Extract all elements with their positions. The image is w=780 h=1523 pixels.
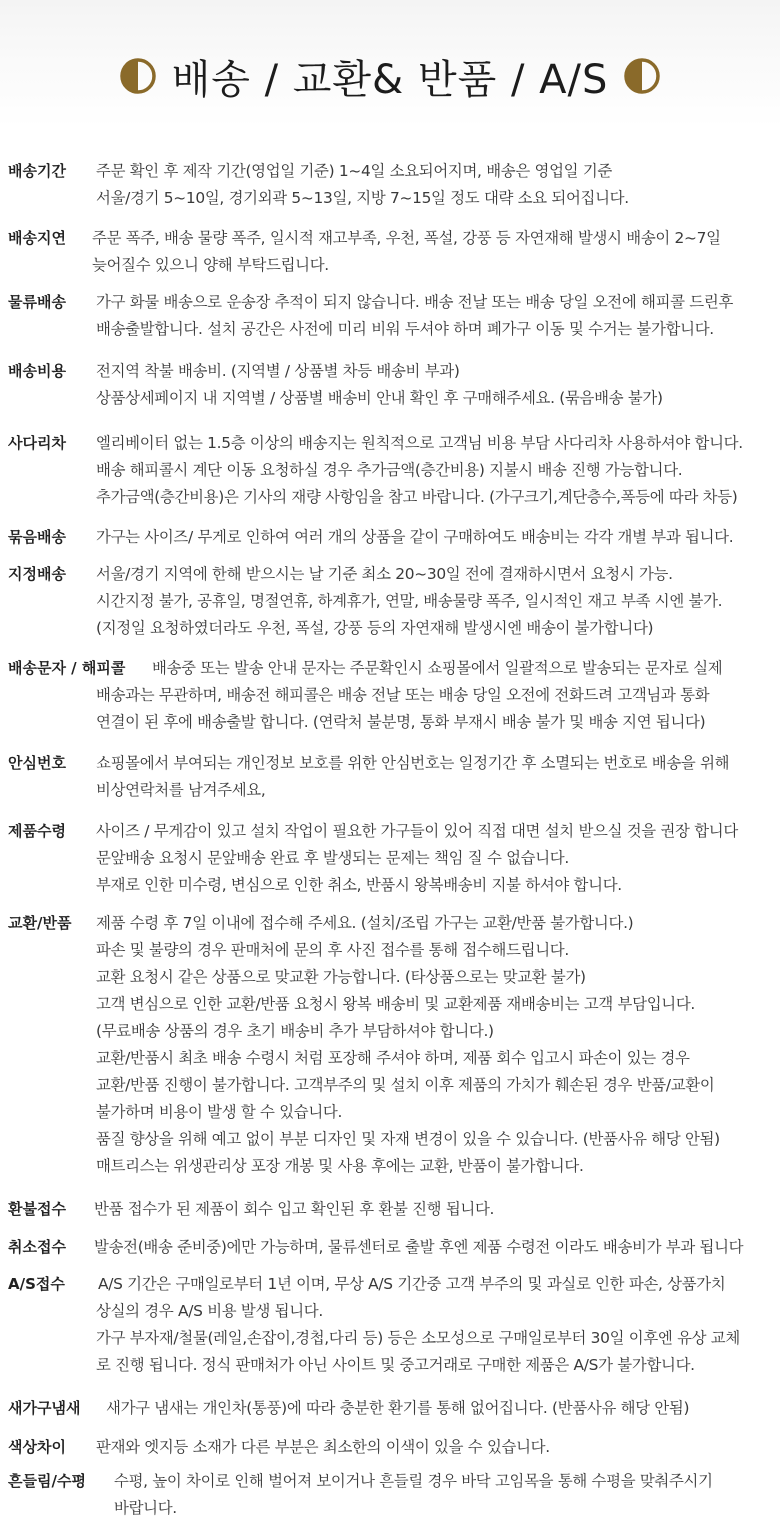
section-line: 서울/경기 5~10일, 경기외곽 5~13일, 지방 7~15일 정도 대략 소요 되어집니다. bbox=[96, 189, 629, 207]
section-line: 상품상세페이지 내 지역별 / 상품별 배송비 안내 확인 후 구매해주세요. (묶음배송 불가) bbox=[96, 389, 663, 407]
section-line: 파손 및 불량의 경우 판매처에 문의 후 사진 접수를 통해 접수해드립니다. bbox=[96, 941, 569, 959]
section-line: 가구 화물 배송으로 운송장 추적이 되지 않습니다. 배송 전날 또는 배송 당일 오전에 해피콜 드린후 bbox=[96, 293, 734, 311]
section-line: 엘리베이터 없는 1.5층 이상의 배송지는 원칙적으로 고객님 비용 부담 사다리차 사용하셔야 합니다. bbox=[96, 434, 743, 452]
section-label: 새가구냄새 bbox=[8, 1399, 81, 1417]
section-line: 바랍니다. bbox=[114, 1499, 177, 1517]
section-label: 사다리차 bbox=[8, 434, 66, 452]
section-line: 쇼핑몰에서 부여되는 개인정보 보호를 위한 안심번호는 일정기간 후 소멸되는 번호로 배송을 위해 bbox=[96, 754, 730, 772]
section-line: 늦어질수 있으니 양해 부탁드립니다. bbox=[92, 256, 329, 274]
section-line: 추가금액(층간비용)은 기사의 재량 사항임을 참고 바랍니다. (가구크기,계단층수,폭등에 따라 차등) bbox=[96, 488, 738, 506]
section-label: 안심번호 bbox=[8, 754, 66, 772]
section-line: 부재로 인한 미수령, 변심으로 인한 취소, 반품시 왕복배송비 지불 하셔야 합니다. bbox=[96, 876, 622, 894]
section-line: 시간지정 불가, 공휴일, 명절연휴, 하계휴가, 연말, 배송물량 폭주, 일시적인 재고 부족 시엔 불가. bbox=[96, 592, 723, 610]
section-label: 제품수령 bbox=[8, 822, 66, 840]
section-line: 고객 변심으로 인한 교환/반품 요청시 왕복 배송비 및 교환제품 재배송비는 고객 부담입니다. bbox=[96, 995, 695, 1013]
section-label: 배송기간 bbox=[8, 162, 66, 180]
page-header bbox=[0, 44, 780, 108]
section-line: 문앞배송 요청시 문앞배송 완료 후 발생되는 문제는 책임 질 수 없습니다. bbox=[96, 849, 569, 867]
section-label: 흔들림/수평 bbox=[8, 1472, 86, 1490]
section-line: 품질 향상을 위해 예고 없이 부분 디자인 및 자재 변경이 있을 수 있습니다. (반품사유 해당 안됨) bbox=[96, 1130, 720, 1148]
section-line: 반품 접수가 된 제품이 회수 입고 확인된 후 환불 진행 됩니다. bbox=[94, 1200, 495, 1218]
section-line: 배송출발합니다. 설치 공간은 사전에 미리 비워 두셔야 하며 폐가구 이동 및 수거는 불가합니다. bbox=[96, 320, 714, 338]
section-line: 수평, 높이 차이로 인해 벌어져 보이거나 흔들릴 경우 바닥 고임목을 통해 수평을 맞춰주시기 bbox=[114, 1472, 713, 1490]
half-moon-icon bbox=[120, 58, 156, 94]
section-line: 배송중 또는 발송 안내 문자는 주문확인시 쇼핑몰에서 일괄적으로 발송되는 문자로 실제 bbox=[152, 659, 723, 677]
section-label: 배송지연 bbox=[8, 229, 66, 247]
section-line: 서울/경기 지역에 한해 받으시는 날 기준 최소 20~30일 전에 결재하시면서 요청시 가능. bbox=[96, 565, 673, 583]
section-line: 비상연락처를 남겨주세요, bbox=[96, 781, 266, 799]
page-title: 배송 / 교환& 반품 / A/S bbox=[171, 56, 609, 103]
section-line: 매트리스는 위생관리상 포장 개봉 및 사용 후에는 교환, 반품이 불가합니다. bbox=[96, 1157, 584, 1175]
section-line: (무료배송 상품의 경우 초기 배송비 추가 부담하셔야 합니다.) bbox=[96, 1022, 494, 1040]
section-label: 지정배송 bbox=[8, 565, 66, 583]
section-line: 배송 해피콜시 계단 이동 요청하실 경우 추가금액(층간비용) 지불시 배송 진행 가능합니다. bbox=[96, 461, 683, 479]
section-label: 취소접수 bbox=[8, 1238, 66, 1256]
section-label: 배송문자 / 해피콜 bbox=[8, 659, 126, 677]
section-label: 환불접수 bbox=[8, 1200, 66, 1218]
section-line: A/S 기간은 구매일로부터 1년 이며, 무상 A/S 기간중 고객 부주의 및 과실로 인한 파손, 상품가치 bbox=[98, 1275, 726, 1293]
section-line: 교환 요청시 같은 상품으로 맞교환 가능합니다. (타상품으로는 맞교환 불가) bbox=[96, 968, 586, 986]
section-label: 물류배송 bbox=[8, 293, 66, 311]
section-label: 배송비용 bbox=[8, 362, 66, 380]
section-line: 제품 수령 후 7일 이내에 접수해 주세요. (설치/조립 가구는 교환/반품 불가합니다.) bbox=[96, 914, 634, 932]
section-line: 사이즈 / 무게감이 있고 설치 작업이 필요한 가구들이 있어 직접 대면 설치 받으실 것을 권장 합니다 bbox=[96, 822, 738, 840]
section-line: (지정일 요청하였더라도 우천, 폭설, 강풍 등의 자연재해 발생시엔 배송이 불가합니다) bbox=[96, 619, 654, 637]
section-label: 색상차이 bbox=[8, 1438, 66, 1456]
section-label: 묶음배송 bbox=[8, 528, 66, 546]
section-line: 가구는 사이즈/ 무게로 인하여 여러 개의 상품을 같이 구매하여도 배송비는 각각 개별 부과 됩니다. bbox=[96, 528, 734, 546]
section-line: 불가하며 비용이 발생 할 수 있습니다. bbox=[96, 1103, 343, 1121]
section-label: A/S접수 bbox=[8, 1275, 65, 1293]
section-line: 교환/반품시 최초 배송 수령시 처럼 포장해 주셔야 하며, 제품 회수 입고시 파손이 있는 경우 bbox=[96, 1049, 690, 1067]
half-moon-icon bbox=[624, 58, 660, 94]
section-line: 주문 폭주, 배송 물량 폭주, 일시적 재고부족, 우천, 폭설, 강풍 등 자연재해 발생시 배송이 2~7일 bbox=[92, 229, 721, 247]
section-line: 연결이 된 후에 배송출발 합니다. (연락처 불분명, 통화 부재시 배송 불가 및 배송 지연 됩니다) bbox=[96, 713, 706, 731]
section-line: 발송전(배송 준비중)에만 가능하며, 물류센터로 출발 후엔 제품 수령전 이라도 배송비가 부과 됩니다 bbox=[94, 1238, 744, 1256]
section-line: 판재와 엣지등 소재가 다른 부분은 최소한의 이색이 있을 수 있습니다. bbox=[96, 1438, 550, 1456]
section-line: 새가구 냄새는 개인차(통풍)에 따라 충분한 환기를 통해 없어집니다. (반품사유 해당 안됨) bbox=[106, 1399, 690, 1417]
section-line: 가구 부자재/철물(레일,손잡이,경첩,다리 등) 등은 소모성으로 구매일로부터 30일 이후엔 유상 교체 bbox=[96, 1329, 740, 1347]
section-label: 교환/반품 bbox=[8, 914, 72, 932]
section-line: 전지역 착불 배송비. (지역별 / 상품별 차등 배송비 부과) bbox=[96, 362, 460, 380]
section-line: 주문 확인 후 제작 기간(영업일 기준) 1~4일 소요되어지며, 배송은 영업일 기준 bbox=[96, 162, 612, 180]
section-line: 상실의 경우 A/S 비용 발생 됩니다. bbox=[96, 1302, 323, 1320]
section-line: 배송과는 무관하며, 배송전 해피콜은 배송 전날 또는 배송 당일 오전에 전화드려 고객님과 통화 bbox=[96, 686, 710, 704]
section-line: 교환/반품 진행이 불가합니다. 고객부주의 및 설치 이후 제품의 가치가 훼손된 경우 반품/교환이 bbox=[96, 1076, 715, 1094]
section-line: 로 진행 됩니다. 정식 판매처가 아닌 사이트 및 중고거래로 구매한 제품은 A/S가 불가합니다. bbox=[96, 1356, 695, 1374]
